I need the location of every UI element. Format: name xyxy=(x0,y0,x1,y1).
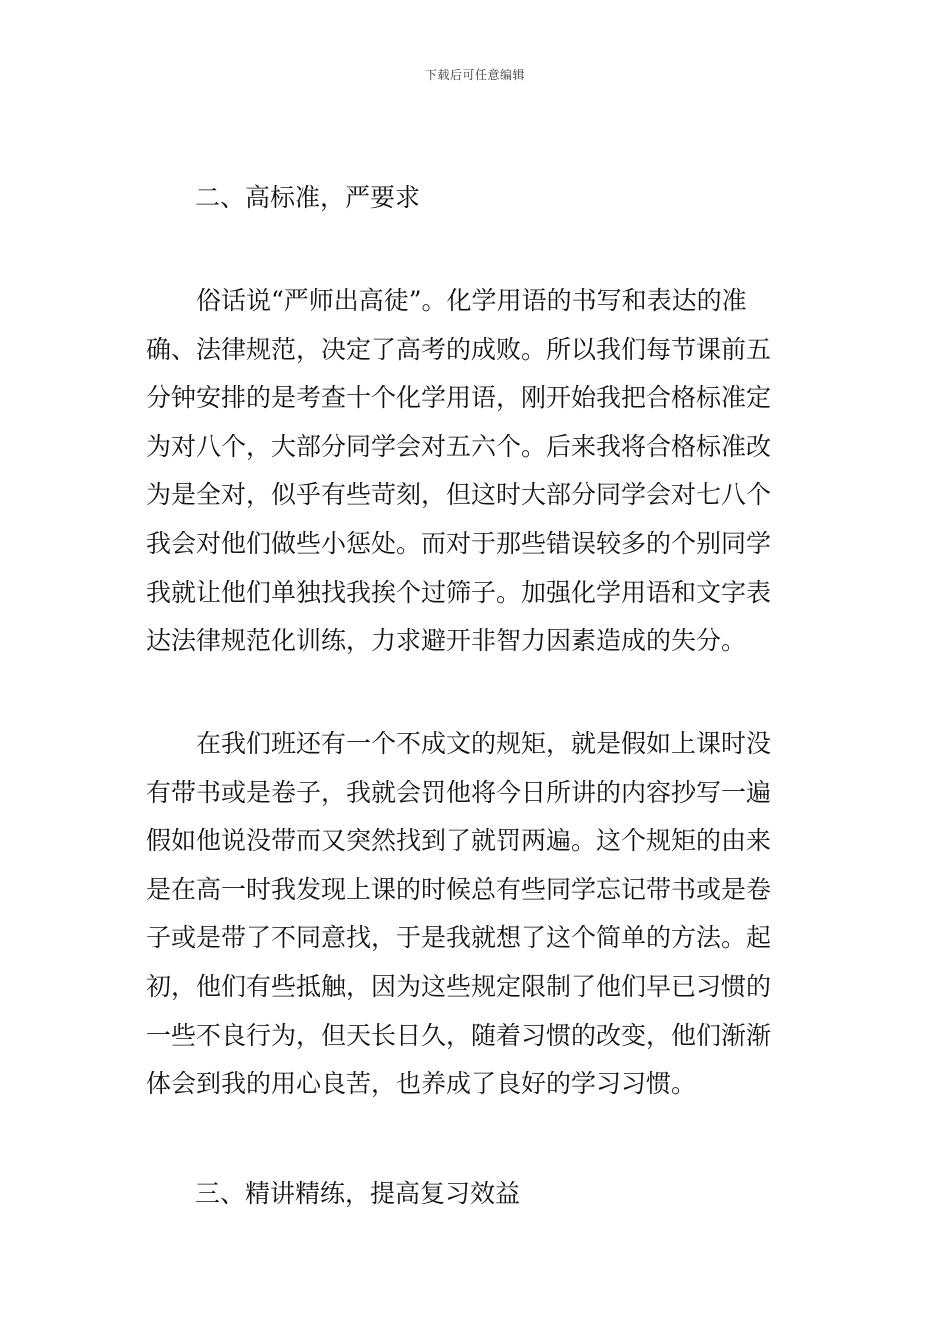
paragraph-line: 确、法律规范，决定了高考的成败。所以我们每节课前五 xyxy=(146,334,772,364)
paragraph-line: 初，他们有些抵触，因为这些规定限制了他们早已习惯的 xyxy=(146,971,772,1001)
paragraph-line: 俗话说“严师出高徒”。化学用语的书写和表达的准 xyxy=(196,286,747,315)
paragraph-line: 达法律规范化训练，力求避开非智力因素造成的失分。 xyxy=(146,626,747,656)
paragraph-line: 体会到我的用心良苦，也养成了良好的学习习惯。 xyxy=(146,1069,697,1099)
paragraph-line: 是在高一时我发现上课的时候总有些同学忘记带书或是卷 xyxy=(146,874,772,904)
header-note: 下载后可任意编辑 xyxy=(424,68,525,82)
paragraph-line: 我会对他们做些小惩处。而对于那些错误较多的个别同学 xyxy=(146,528,772,558)
paragraph-line: 假如他说没带而又突然找到了就罚两遍。这个规矩的由来 xyxy=(146,826,772,856)
paragraph-2 xyxy=(146,720,810,1109)
paragraph-line: 为对八个，大部分同学会对五六个。后来我将合格标准改 xyxy=(146,431,772,461)
paragraph-line: 子或是带了不同意找，于是我就想了这个简单的方法。起 xyxy=(146,923,772,953)
paragraph-line: 在我们班还有一个不成文的规矩，就是假如上课时没 xyxy=(196,729,772,758)
paragraph-line: 有带书或是卷子，我就会罚他将今日所讲的内容抄写一遍 xyxy=(146,777,772,807)
paragraph-1 xyxy=(146,277,810,666)
paragraph-line: 为是全对，似乎有些苛刻，但这时大部分同学会对七八个 xyxy=(146,480,772,510)
section-heading-2: 二、高标准，严要求 xyxy=(195,183,421,212)
paragraph-line: 一些不良行为，但天长日久，随着习惯的改变，他们渐渐 xyxy=(146,1020,772,1050)
paragraph-line: 分钟安排的是考查十个化学用语，刚开始我把合格标准定 xyxy=(146,383,772,413)
section-heading-3: 三、精讲精练，提高复习效益 xyxy=(195,1179,521,1208)
paragraph-line: 我就让他们单独找我挨个过筛子。加强化学用语和文字表 xyxy=(146,577,772,607)
